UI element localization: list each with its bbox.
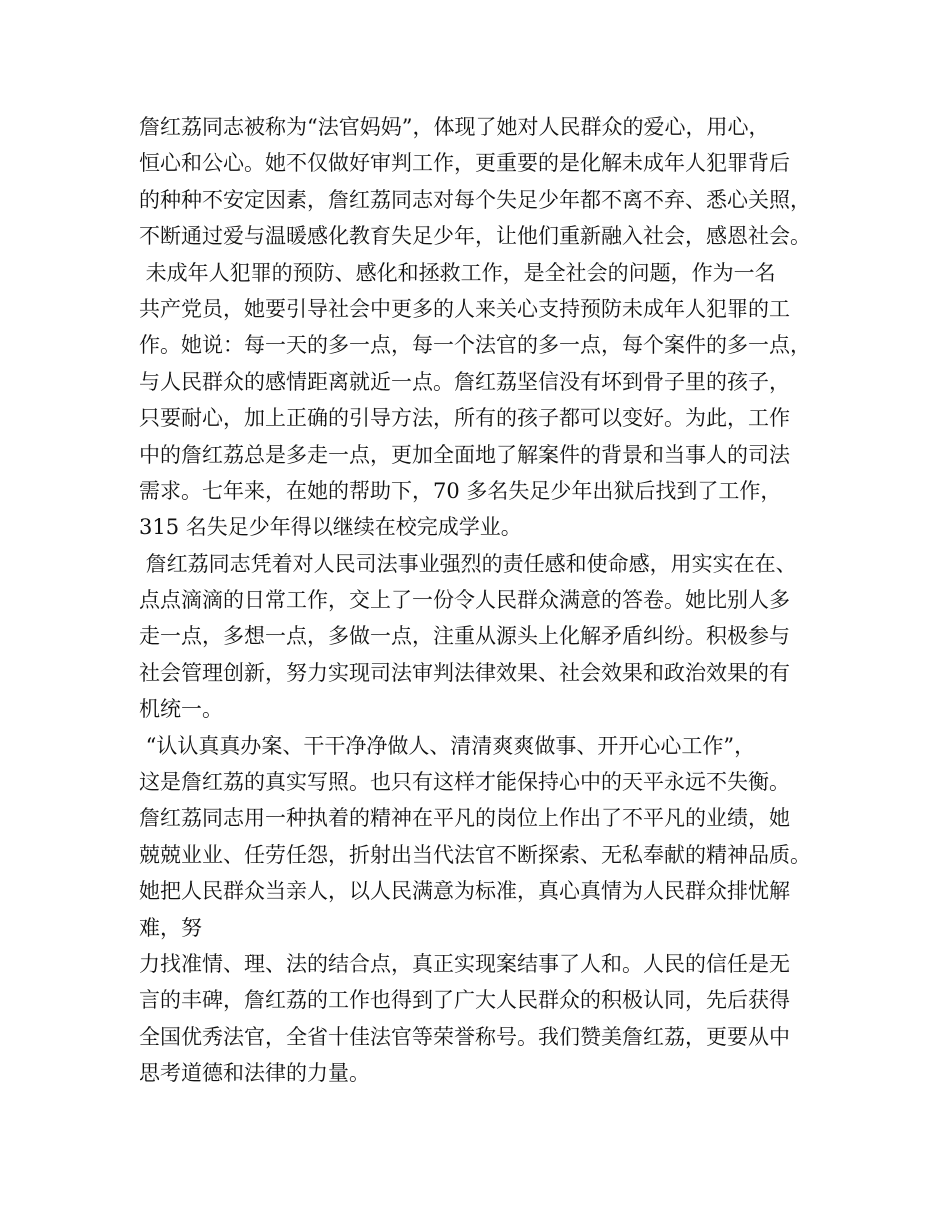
text-line: 走一点，多想一点，多做一点，注重从源头上化解矛盾纠纷。积极参与 — [139, 624, 790, 649]
text-line: 未成年人犯罪的预防、感化和拯救工作，是全社会的问题，作为一名 — [139, 260, 776, 285]
text-line: 的种种不安定因素，詹红荔同志对每个失足少年都不离不弃、悉心关照， — [139, 187, 811, 212]
text-line: 她把人民群众当亲人，以人民满意为标准，真心真情为人民群众排忧解 — [139, 879, 790, 904]
text-line: 中的詹红荔总是多走一点，更加全面地了解案件的背景和当事人的司法 — [139, 442, 790, 467]
text-line: 点点滴滴的日常工作，交上了一份令人民群众满意的答卷。她比别人多 — [139, 588, 790, 613]
text-line: 作。她说：每一天的多一点，每一个法官的多一点，每个案件的多一点， — [139, 333, 811, 358]
text-line: 这是詹红荔的真实写照。也只有这样才能保持心中的天平永远不失衡。 — [139, 770, 790, 795]
text-line: “认认真真办案、干干净净做人、清清爽爽做事、开开心心工作”， — [139, 733, 756, 758]
text-line: 全国优秀法官，全省十佳法官等荣誉称号。我们赞美詹红荔，更要从中 — [139, 1024, 790, 1049]
text-line: 恒心和公心。她不仅做好审判工作，更重要的是化解未成年人犯罪背后 — [139, 151, 790, 176]
text-line: 机统一。 — [139, 697, 223, 722]
text-line: 不断通过爱与温暖感化教育失足少年，让他们重新融入社会，感恩社会。 — [139, 224, 811, 249]
text-line: 需求。七年来，在她的帮助下，70 多名失足少年出狱后找到了工作， — [139, 478, 782, 503]
text-line: 315 名失足少年得以继续在校完成学业。 — [139, 515, 522, 540]
text-line: 只要耐心，加上正确的引导方法，所有的孩子都可以变好。为此，工作 — [139, 406, 790, 431]
text-line: 难，努 — [139, 915, 202, 940]
text-line: 詹红荔同志凭着对人民司法事业强烈的责任感和使命感，用实实在在、 — [139, 551, 797, 576]
text-line: 思考道德和法律的力量。 — [139, 1061, 370, 1086]
text-line: 力找准情、理、法的结合点，真正实现案结事了人和。人民的信任是无 — [139, 951, 790, 976]
text-line: 社会管理创新，努力实现司法审判法律效果、社会效果和政治效果的有 — [139, 660, 790, 685]
text-line: 詹红荔同志用一种执着的精神在平凡的岗位上作出了不平凡的业绩，她 — [139, 806, 790, 831]
text-line: 詹红荔同志被称为“法官妈妈”，体现了她对人民群众的爱心，用心， — [139, 115, 770, 139]
text-line: 与人民群众的感情距离就近一点。詹红荔坚信没有坏到骨子里的孩子， — [139, 369, 790, 394]
text-line: 共产党员，她要引导社会中更多的人来关心支持预防未成年人犯罪的工 — [139, 296, 790, 321]
text-line: 兢兢业业、任劳任怨，折射出当代法官不断探索、无私奉献的精神品质。 — [139, 842, 811, 867]
text-line: 言的丰碑，詹红荔的工作也得到了广大人民群众的积极认同，先后获得 — [139, 988, 790, 1013]
document-body — [139, 109, 839, 1092]
